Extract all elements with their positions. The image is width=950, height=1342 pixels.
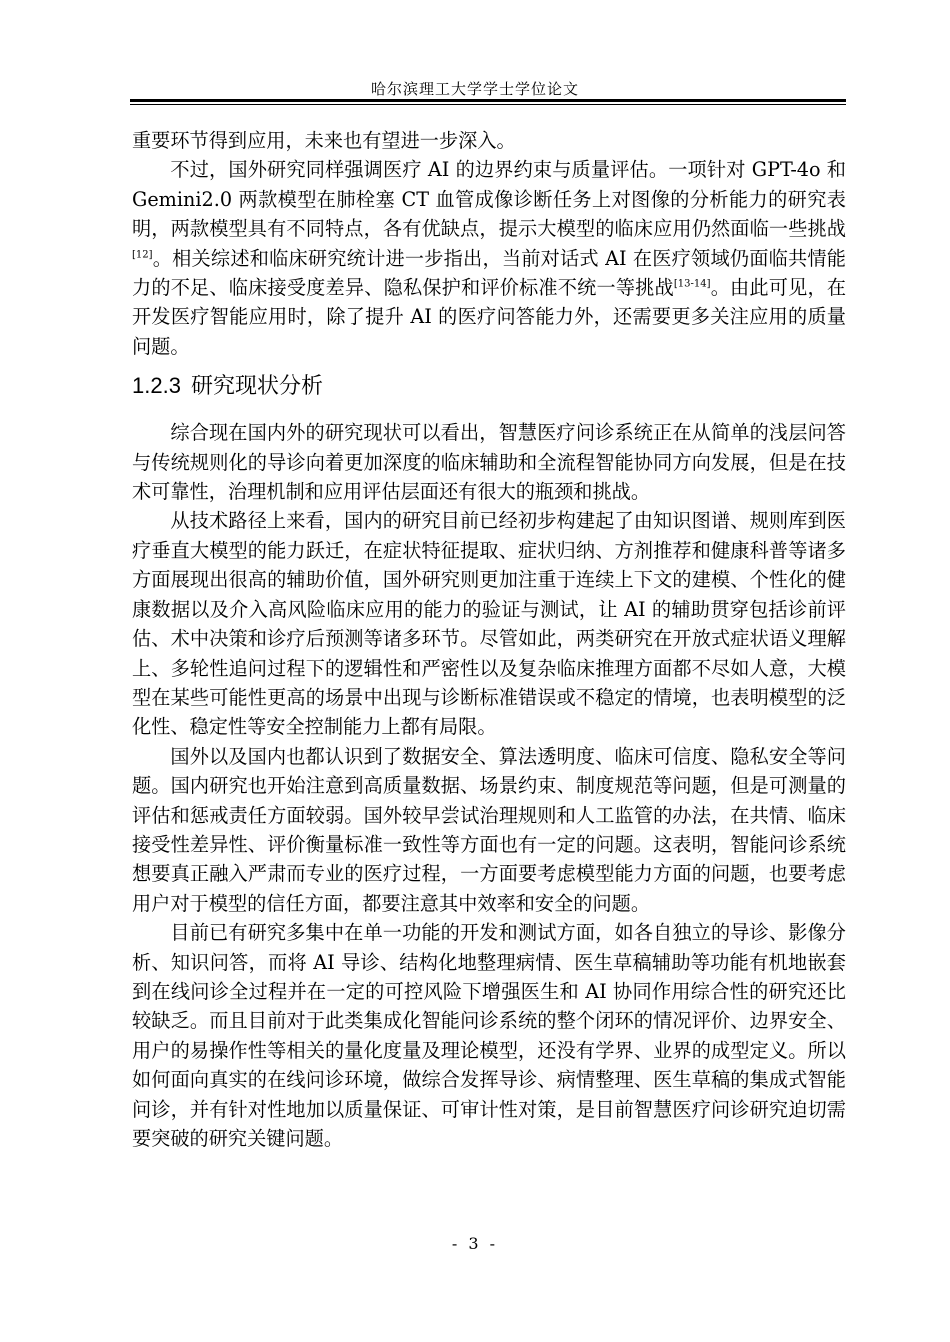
paragraph-text: 不过，国外研究同样强调医疗 AI 的边界约束与质量评估。一项针对 GPT-4o 和 Gemini2.0 两款模型在肺栓塞 CT 血管成像诊断任务上对图像的分析能力的研究表明，两款模型具有不同特点，各有优缺点，提示大模型的临床应用仍然面临一些挑战 — [132, 158, 846, 241]
paragraph-foreign-research — [132, 155, 846, 361]
header-rule-thick — [130, 99, 846, 102]
paragraph-text: 。由此可见，在开发医疗智能应用时，除了提升 AI 的医疗问答能力外，还需要更多关注应用的质量问题。 — [132, 276, 847, 358]
citation-ref: [13-14] — [673, 278, 711, 290]
header-rule-thin — [130, 104, 846, 105]
paragraph-overview: 综合现在国内外的研究现状可以看出，智慧医疗问诊系统正在从简单的浅层问答与传统规则化的导诊向着更加深度的临床辅助和全流程智能协同方向发展，但是在技术可靠性，治理机制和应用评估层面还有很大的瓶颈和挑战。 — [132, 421, 846, 504]
section-title: 研究现状分析 — [190, 374, 323, 400]
paragraph-technical-path: 从技术路径上来看，国内的研究目前已经初步构建起了由知识图谱、规则库到医疗垂直大模型的能力跃迁，在症状特征提取、症状归纳、方剂推荐和健康科普等诸多方面展现出很高的辅助价值，国外研究则更加注重于连续上下文的建模、个性化的健康数据以及介入高风险临床应用的能力的验证与测试，让 AI 的辅助贯穿包括诊前评估、术中决策和诊疗后预测等诸多环节。尽管如此，两类研究在开放式症状语义理解上、多轮性追问过程下的逻辑性和严密性以及复杂临床推理方面都不尽如人意，大模型在某些可能性更高的场景中出现与诊断标准错误或不稳定的情境，也表明模型的泛化性、稳定性等安全控制能力上都有局限。 — [132, 509, 846, 739]
paragraph-gap: 目前已有研究多集中在单一功能的开发和测试方面，如各自独立的导诊、影像分析、知识问答，而将 AI 导诊、结构化地整理病情、医生草稿辅助等功能有机地嵌套到在线问诊全过程并在一定的可控风险下增强医生和 AI 协同作用综合性的研究还比较缺乏。而且目前对于此类集成化智能问诊系统的整个闭环的情况评价、边界安全、用户的易操作性等相关的量化度量及理论模型，还没有学界、业界的成型定义。所以如何面向真实的在线问诊环境，做综合发挥导诊、病情整理、医生草稿的集成式智能问诊，并有针对性地加以质量保证、可审计性对策，是目前智慧医疗问诊研究迫切需要突破的研究关键问题。 — [132, 921, 846, 1150]
paragraph-continuation: 重要环节得到应用，未来也有望进一步深入。 — [132, 129, 516, 152]
section-heading — [132, 371, 846, 402]
paragraph-security: 国外以及国内也都认识到了数据安全、算法透明度、临床可信度、隐私安全等问题。国内研究也开始注意到高质量数据、场景约束、制度规范等问题，但是可测量的评估和惩戒责任方面较弱。国外较早尝试治理规则和人工监管的办法，在共情、临床接受性差异性、评价衡量标准一致性等方面也有一定的问题。这表明，智能问诊系统想要真正融入严肃而专业的医疗过程，一方面要考虑模型能力方面的问题，也要考虑用户对于模型的信任方面，都要注意其中效率和安全的问题。 — [132, 744, 846, 915]
citation-ref: [12] — [132, 249, 153, 261]
paragraph-text: 。相关综述和临床研究统计进一步指出，当前对话式 AI 在医疗领域仍面临共情能力的不足、临床接受度差异、隐私保护和评价标准不统一等挑战 — [132, 246, 846, 300]
section-number: 1.2.3 — [132, 373, 181, 399]
page-number: - 3 - — [451, 1234, 499, 1253]
body-content — [132, 126, 846, 1153]
header-title: 哈尔滨理工大学学士学位论文 — [370, 80, 579, 98]
